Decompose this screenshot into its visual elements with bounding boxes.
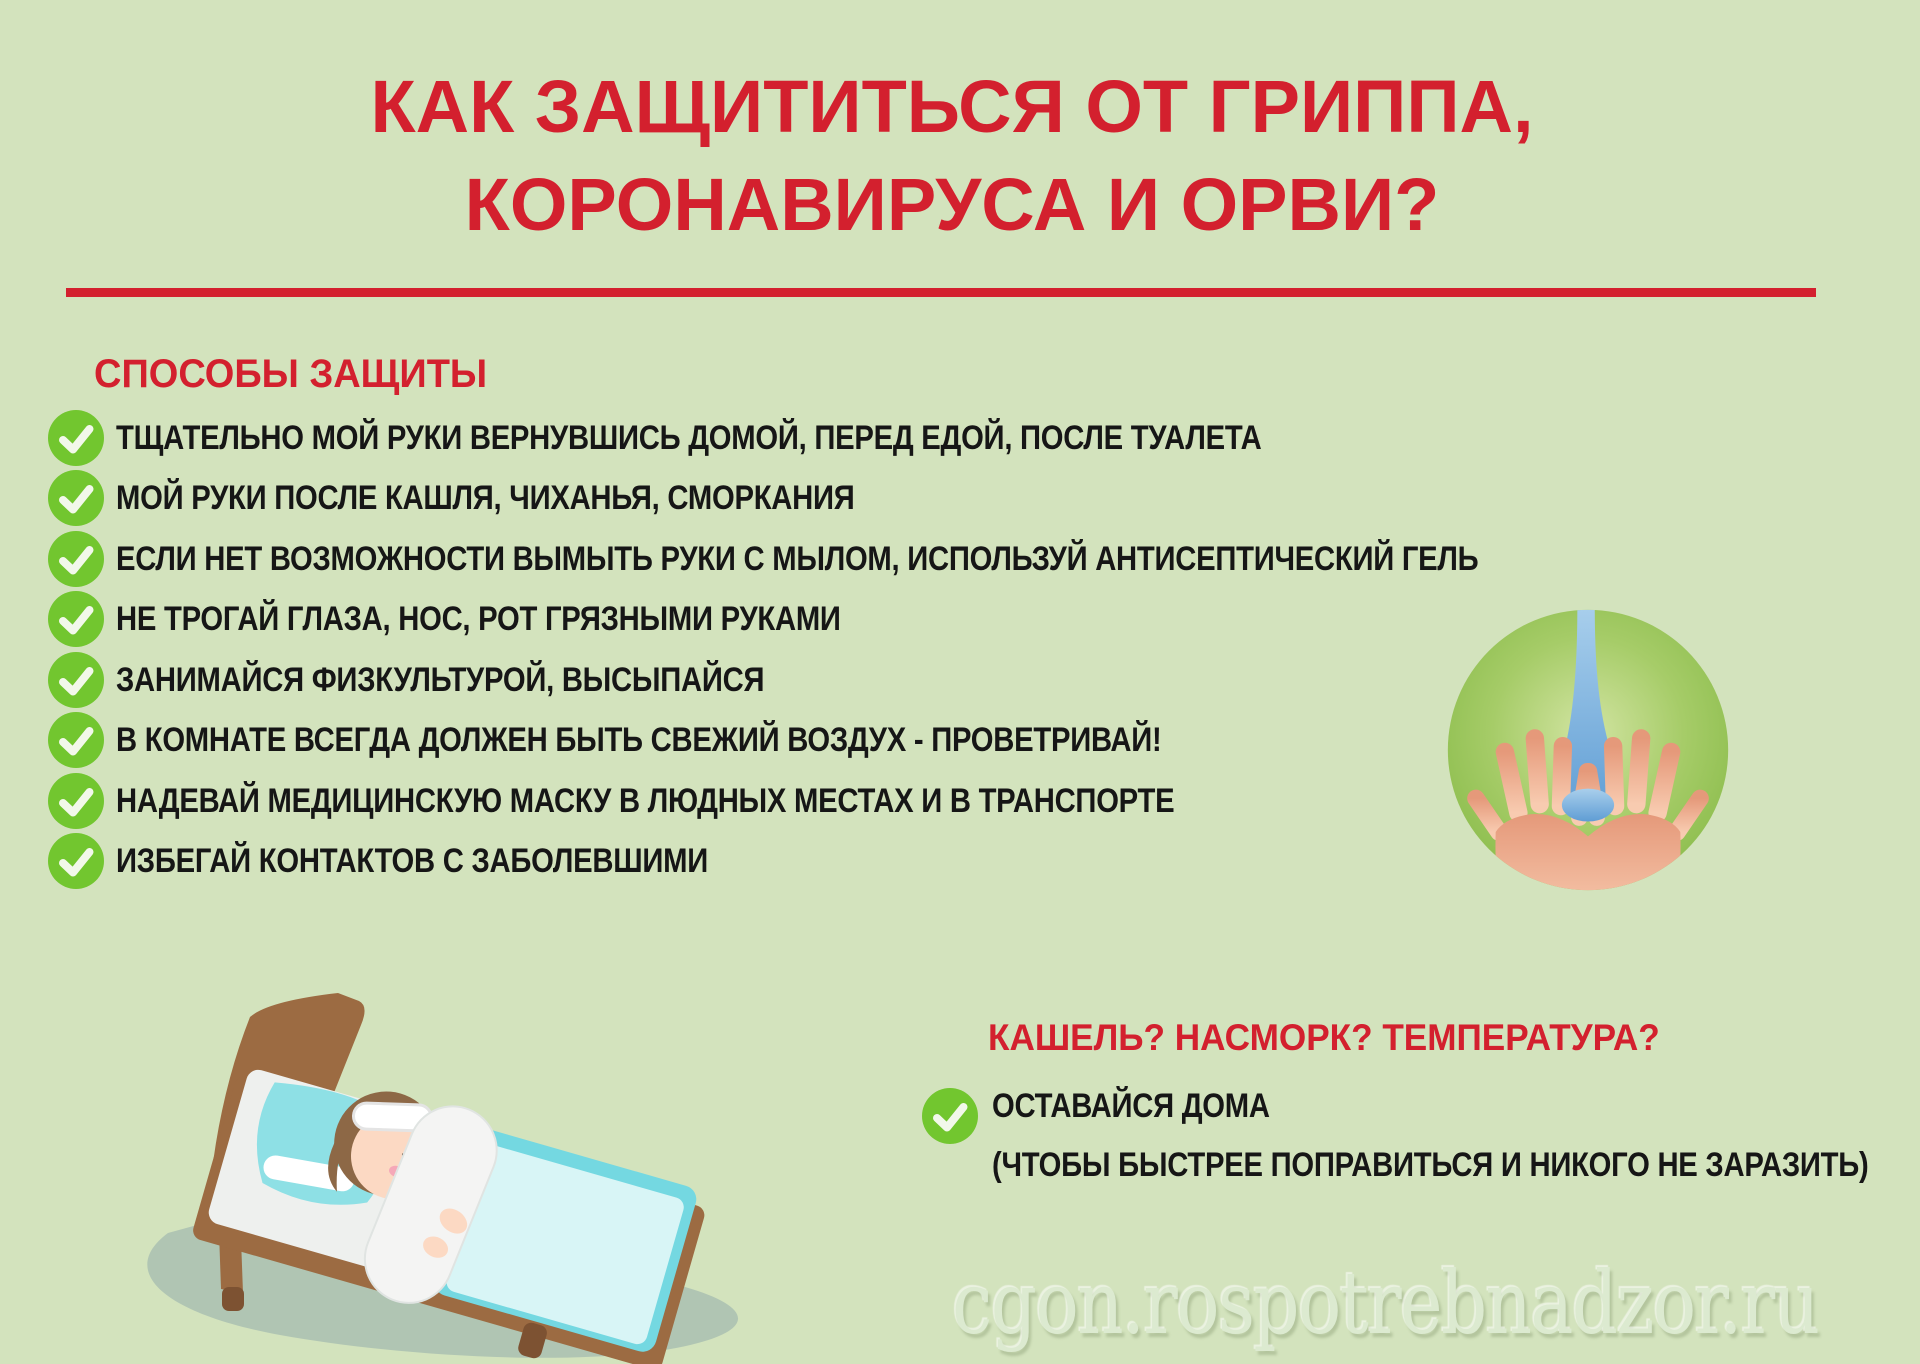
wash-hands-icon	[1443, 605, 1733, 895]
check-icon	[48, 531, 104, 587]
divider-rule	[66, 288, 1816, 297]
checklist-item-label: МОЙ РУКИ ПОСЛЕ КАШЛЯ, ЧИХАНЬЯ, СМОРКАНИЯ	[116, 478, 855, 517]
checklist-item-label: ТЩАТЕЛЬНО МОЙ РУКИ ВЕРНУВШИСЬ ДОМОЙ, ПЕРЕД ЕДОЙ, ПОСЛЕ ТУАЛЕТА	[116, 418, 1262, 457]
watermark: cgon.rospotrebnadzor.ru	[952, 1254, 1819, 1354]
checklist-item-label: ИЗБЕГАЙ КОНТАКТОВ С ЗАБОЛЕВШИМИ	[116, 841, 709, 880]
page-title	[0, 58, 1904, 254]
checklist-item	[48, 470, 975, 526]
check-icon	[48, 773, 104, 829]
checklist-item	[48, 833, 804, 889]
checklist-item	[48, 410, 1448, 466]
sick-item-line2: (ЧТОБЫ БЫСТРЕЕ ПОПРАВИТЬСЯ И НИКОГО НЕ ЗАРАЗИТЬ)	[992, 1146, 1869, 1184]
checklist-item	[48, 531, 1700, 587]
check-icon	[48, 470, 104, 526]
check-icon	[48, 712, 104, 768]
checklist-item-label: ЗАНИМАЙСЯ ФИЗКУЛЬТУРОЙ, ВЫСЫПАЙСЯ	[116, 660, 765, 699]
check-icon	[48, 833, 104, 889]
sick-item-line1: ОСТАВАЙСЯ ДОМА	[992, 1087, 1270, 1125]
page-title-line1: КАК ЗАЩИТИТЬСЯ ОТ ГРИППА,	[370, 65, 1534, 148]
checklist-item-label: В КОМНАТЕ ВСЕГДА ДОЛЖЕН БЫТЬ СВЕЖИЙ ВОЗДУХ - ПРОВЕТРИВАЙ!	[116, 720, 1162, 759]
checklist-item	[48, 773, 1347, 829]
sick-section-heading: КАШЕЛЬ? НАСМОРК? ТЕМПЕРАТУРА?	[988, 1017, 1660, 1058]
checklist-item-label: НЕ ТРОГАЙ ГЛАЗА, НОС, РОТ ГРЯЗНЫМИ РУКАМИ	[116, 599, 841, 638]
checklist-item-label: ЕСЛИ НЕТ ВОЗМОЖНОСТИ ВЫМЫТЬ РУКИ С МЫЛОМ, ИСПОЛЬЗУЙ АНТИСЕПТИЧЕСКИЙ ГЕЛЬ	[116, 539, 1479, 578]
protection-section-heading: СПОСОБЫ ЗАЩИТЫ	[94, 352, 488, 396]
page-title-line2: КОРОНАВИРУСА И ОРВИ?	[464, 163, 1440, 246]
checklist-item-label: НАДЕВАЙ МЕДИЦИНСКУЮ МАСКУ В ЛЮДНЫХ МЕСТАХ И В ТРАНСПОРТЕ	[116, 781, 1175, 820]
checklist-item	[48, 591, 959, 647]
sick-child-bed-illustration	[100, 975, 800, 1364]
checklist-item	[48, 652, 870, 708]
check-icon	[48, 410, 104, 466]
check-icon	[922, 1088, 978, 1144]
check-icon	[48, 652, 104, 708]
check-icon	[48, 591, 104, 647]
checklist-item	[48, 712, 1332, 768]
